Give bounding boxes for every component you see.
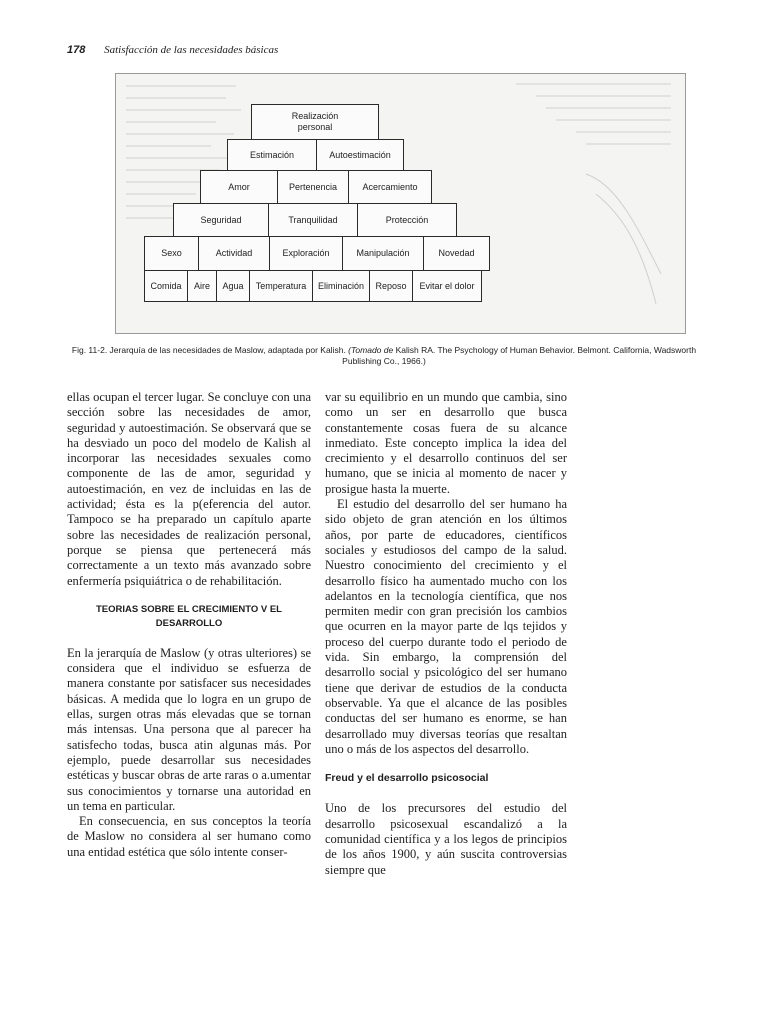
pyramid-cell: Autoestimación	[316, 139, 404, 171]
pyramid-cell: Sexo	[144, 236, 199, 271]
pyramid-cell: Evitar el dolor	[412, 270, 482, 302]
pyramid-cell: Protección	[357, 203, 457, 237]
figure-caption	[70, 345, 698, 367]
paragraph: En la jerarquía de Maslow (y otras ulteriores) se considera que el individuo se esfuerza de manera constante por satisfacer sus necesidades básicas. A medida que lo logra en un grupo de ellas, surgen otras más elevadas que se tornan más intensas. Una persona que al parecer ha satisfecho todas, busca atin algunas más. Por ejemplo, puede desarrollar sus necesidades estéticas y buscar obras de arte raras o a.umentar sus conocimientos y tornarse una autoridad en un tema en particular.	[67, 645, 311, 813]
pyramid-level-5	[144, 236, 490, 271]
pyramid-level-6	[144, 270, 482, 302]
caption-italic: (Tomado de	[348, 345, 394, 355]
pyramid-level-3	[200, 170, 432, 204]
paragraph: El estudio del desarrollo del ser humano ha sido objeto de gran atención en los últimos años, por parte de educadores, científicos sociales y estudiosos del campo de la salud. Nuestro conocimiento del crecimiento y el desarrollo físico ha aumentado mucho con los adelantos en la tecnología científica, que nos permiten medir con gran precisión los cambios que ocurren en la mayor parte de lqs tejidos y proceso del cuerpo durante todo el periodo de vida. Sin embargo, la comprensión del desarrollo social y psicológico del ser humano tiene que derivar de estudios de la conducta observable. Ya que el alcance de las posibles conductas del ser humano es enorme, se han desarrollado muy diversas teorías que resaltan uno o más de los aspectos del desarrollo.	[325, 497, 567, 756]
pyramid-cell: Tranquilidad	[268, 203, 358, 237]
running-head	[67, 44, 278, 56]
pyramid-cell: Agua	[216, 270, 250, 302]
subsection-heading: Freud y el desarrollo psicosocial	[325, 772, 489, 785]
running-title: Satisfacción de las necesidades básicas	[104, 44, 279, 56]
pyramid-cell: Comida	[144, 270, 188, 302]
pyramid-level-4	[173, 203, 457, 237]
section-heading: TEORIAS SOBRE EL CRECIMIENTO V EL DESARROLLO	[96, 603, 282, 629]
pyramid-cell: Acercamiento	[348, 170, 432, 204]
pyramid-cell: Exploración	[269, 236, 343, 271]
pyramid-cell: Estimación	[227, 139, 317, 171]
paragraph: ellas ocupan el tercer lugar. Se concluye con una sección sobre las necesidades de amor, seguridad y autoestimación. Se observará que se ha desviado un poco del modelo de Kalish al incorporar las necesidades sexuales como componente de las de amor, seguridad y autoestimación, en vez de incluidas en las de actividad; ésta es la p(eferencia del autor. Tampoco se ha preparado un capítulo aparte sobre las necesidades de realización personal, porque se piensa que pertenecerá más correctamente a un texto más avanzado sobre enfermería psiquiátrica o de rehabilitación.	[67, 390, 311, 588]
pyramid-level-1	[251, 104, 379, 140]
pyramid-level-2	[227, 139, 404, 171]
pyramid-cell: Aire	[187, 270, 217, 302]
pyramid-cell: Actividad	[198, 236, 270, 271]
paragraph: Uno de los precursores del estudio del desarrollo psicosexual escandalizó a la comunidad científica y a los legos de principios de los años 1900, y aún suscita controversias siempre que	[325, 801, 567, 877]
paragraph: var su equilibrio en un mundo que cambia, sino como un ser en desarrollo que busca constantemente cosas fuera de su alcance inmediato. Este concepto implica la idea del crecimiento y el desarrollo continuos del ser humano, que se inicia al momento de nacer y prosigue hasta la muerte.	[325, 390, 567, 496]
page-number: 178	[67, 44, 86, 56]
caption-main: Fig. 11-2. Jerarquía de las necesidades de Maslow, adaptada por Kalish.	[71, 345, 349, 355]
pyramid-cell: Novedad	[423, 236, 490, 271]
left-column	[67, 390, 311, 860]
pyramid-cell: Seguridad	[173, 203, 269, 237]
pyramid-cell: Amor	[200, 170, 278, 204]
pyramid-cell: Temperatura	[249, 270, 313, 302]
pyramid-cell: Reposo	[369, 270, 413, 302]
pyramid-cell: Manipulación	[342, 236, 424, 271]
pyramid-cell: Realización personal	[251, 104, 379, 140]
right-column	[325, 390, 567, 878]
caption-rest: Kalish RA. The Psychology of Human Behavior. Belmont. California, Wadsworth Publishing Co., 1966.)	[342, 345, 697, 366]
pyramid-cell: Pertenencia	[277, 170, 349, 204]
pyramid-cell: Eliminación	[312, 270, 370, 302]
paragraph: En consecuencia, en sus conceptos la teoría de Maslow no considera al ser humano como una entidad estética que sólo intente conser-	[67, 814, 311, 859]
